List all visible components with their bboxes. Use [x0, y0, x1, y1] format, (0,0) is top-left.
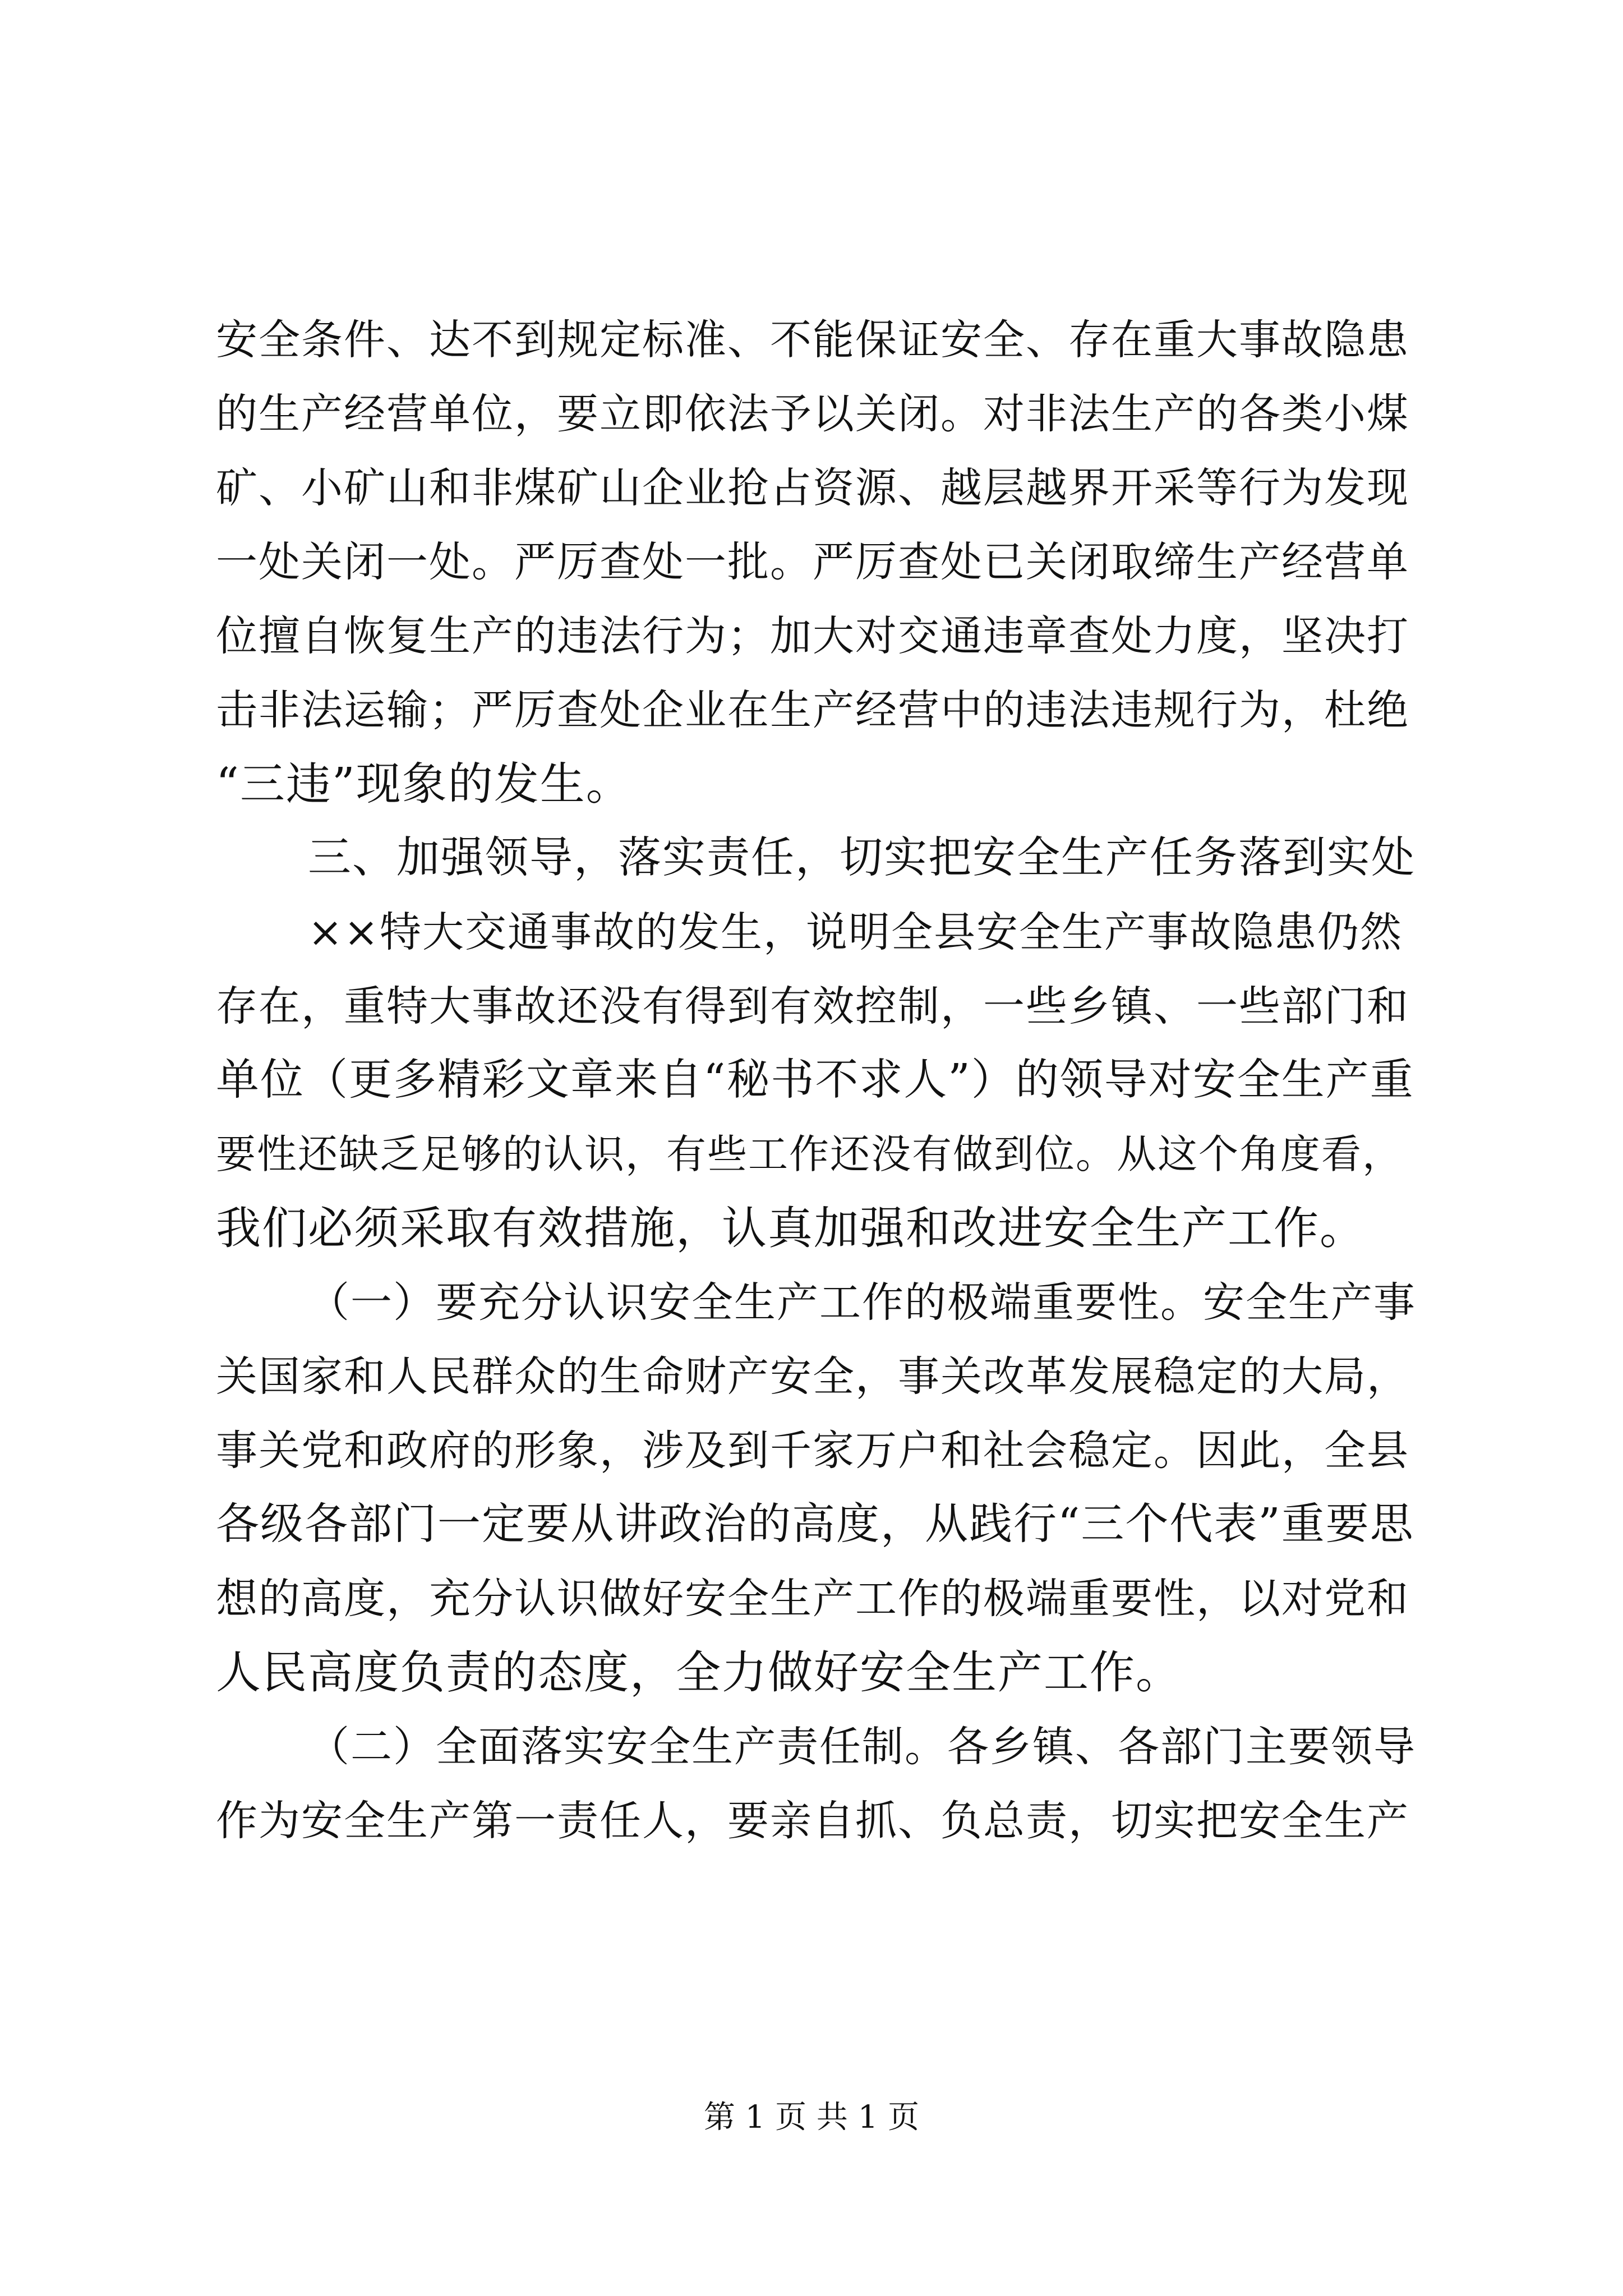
text-line: 安全条件、达不到规定标准、不能保证安全、存在重大事故隐患 — [216, 316, 1409, 364]
text-line: 要性还缺乏足够的认识，有些工作还没有做到位。从这个角度看， — [216, 1131, 1404, 1177]
text-line: 关国家和人民群众的生命财产安全，事关改革发展稳定的大局， — [216, 1352, 1409, 1401]
text-line: 作为安全生产第一责任人，要亲自抓、负总责，切实把安全生产 — [216, 1797, 1409, 1845]
text-line: 事关党和政府的形象，涉及到千家万户和社会稳定。因此，全县 — [216, 1427, 1409, 1475]
text-line: 三、加强领导，落实责任，切实把安全生产任务落到实处 — [308, 833, 1415, 883]
text-line: （二）全面落实安全生产责任制。各乡镇、各部门主要领导 — [308, 1723, 1416, 1771]
text-line: “三违”现象的发生。 — [216, 758, 632, 810]
text-line: 我们必须采取有效措施，认真加强和改进安全生产工作。 — [216, 1202, 1366, 1254]
text-line: 存在，重特大事故还没有得到有效控制，一些乡镇、一些部门和 — [216, 982, 1409, 1030]
text-line: 单位（更多精彩文章来自“秘书不求人”）的领导对安全生产重 — [216, 1055, 1414, 1105]
document-body — [216, 303, 1416, 1858]
text-line: 矿、小矿山和非煤矿山企业抢占资源、越层越界开采等行为发现 — [216, 464, 1409, 512]
text-line: （一）要充分认识安全生产工作的极端重要性。安全生产事 — [308, 1278, 1416, 1327]
text-line: 位擅自恢复生产的违法行为；加大对交通违章查处力度，坚决打 — [216, 612, 1409, 660]
text-line: 各级各部门一定要从讲政治的高度，从践行“三个代表”重要思 — [216, 1499, 1414, 1549]
page-footer: 第 1 页 共 1 页 — [703, 2099, 920, 2136]
text-line: 的生产经营单位，要立即依法予以关闭。对非法生产的各类小煤 — [216, 390, 1409, 438]
text-line: 击非法运输；严厉查处企业在生产经营中的违法违规行为，杜绝 — [216, 686, 1409, 734]
text-line: 想的高度，充分认识做好安全生产工作的极端重要性，以对党和 — [216, 1575, 1409, 1623]
text-line: 人民高度负责的态度，全力做好安全生产工作。 — [216, 1646, 1182, 1699]
text-line: ××特大交通事故的发生，说明全县安全生产事故隐患仍然 — [308, 908, 1403, 956]
text-line: 一处关闭一处。严厉查处一批。严厉查处已关闭取缔生产经营单 — [216, 538, 1409, 586]
